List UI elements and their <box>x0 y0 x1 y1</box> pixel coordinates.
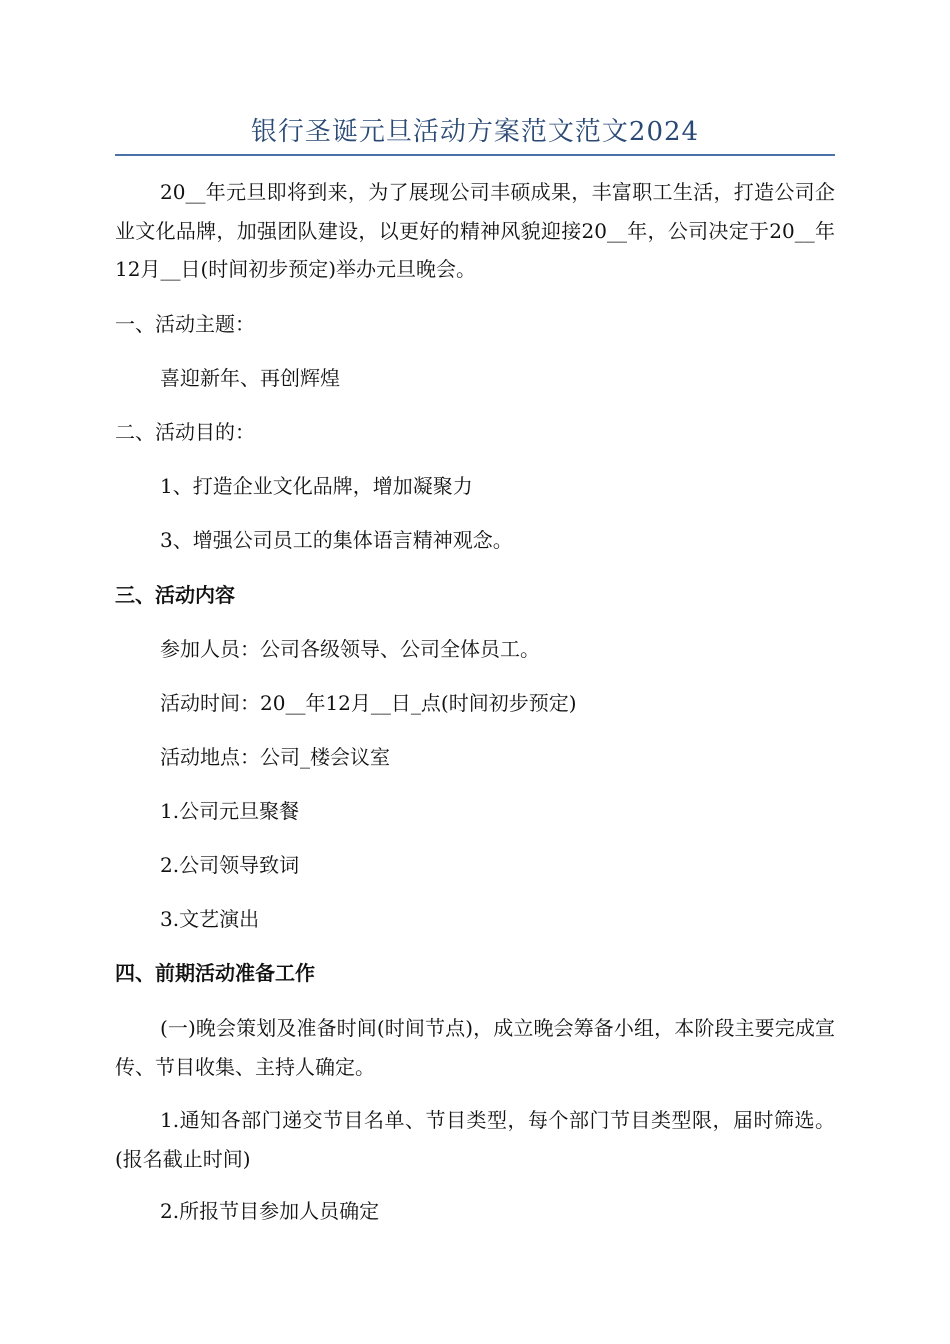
section-heading-preparation: 四、前期活动准备工作 <box>115 961 315 985</box>
content-item-1: 1.公司元旦聚餐 <box>160 799 300 823</box>
section-heading-theme: 一、活动主题： <box>115 312 255 336</box>
theme-text: 喜迎新年、再创辉煌 <box>160 366 340 390</box>
section-heading-purpose: 二、活动目的： <box>115 420 255 444</box>
participants-line: 参加人员：公司各级领导、公司全体员工。 <box>160 637 540 661</box>
preparation-paragraph-3: 2.所报节目参加人员确定 <box>160 1199 380 1223</box>
purpose-item-1: 1、打造企业文化品牌，增加凝聚力 <box>160 474 473 498</box>
purpose-item-3: 3、增强公司员工的集体语言精神观念。 <box>160 528 513 552</box>
intro-paragraph: 20__年元旦即将到来，为了展现公司丰硕成果，丰富职工生活，打造公司企业文化品牌，加强团队建设，以更好的精神风貌迎接20__年，公司决定于20__年12月__日(时间初步预定)举办元旦晚会。 <box>115 180 835 281</box>
title-underline <box>115 154 835 156</box>
preparation-paragraph-2: 1.通知各部门递交节目名单、节目类型，每个部门节目类型限，届时筛选。(报名截止时间) <box>115 1108 835 1171</box>
content-item-3: 3.文艺演出 <box>160 907 260 931</box>
content-item-2: 2.公司领导致词 <box>160 853 300 877</box>
section-heading-content: 三、活动内容 <box>115 583 235 607</box>
document-title: 银行圣诞元旦活动方案范文范文2024 <box>250 117 700 147</box>
preparation-paragraph-1: (一)晚会策划及准备时间(时间节点)，成立晚会筹备小组，本阶段主要完成宣传、节目收集、主持人确定。 <box>115 1016 835 1079</box>
time-line: 活动时间：20__年12月__日_点(时间初步预定) <box>160 691 577 715</box>
location-line: 活动地点：公司_楼会议室 <box>160 745 390 769</box>
